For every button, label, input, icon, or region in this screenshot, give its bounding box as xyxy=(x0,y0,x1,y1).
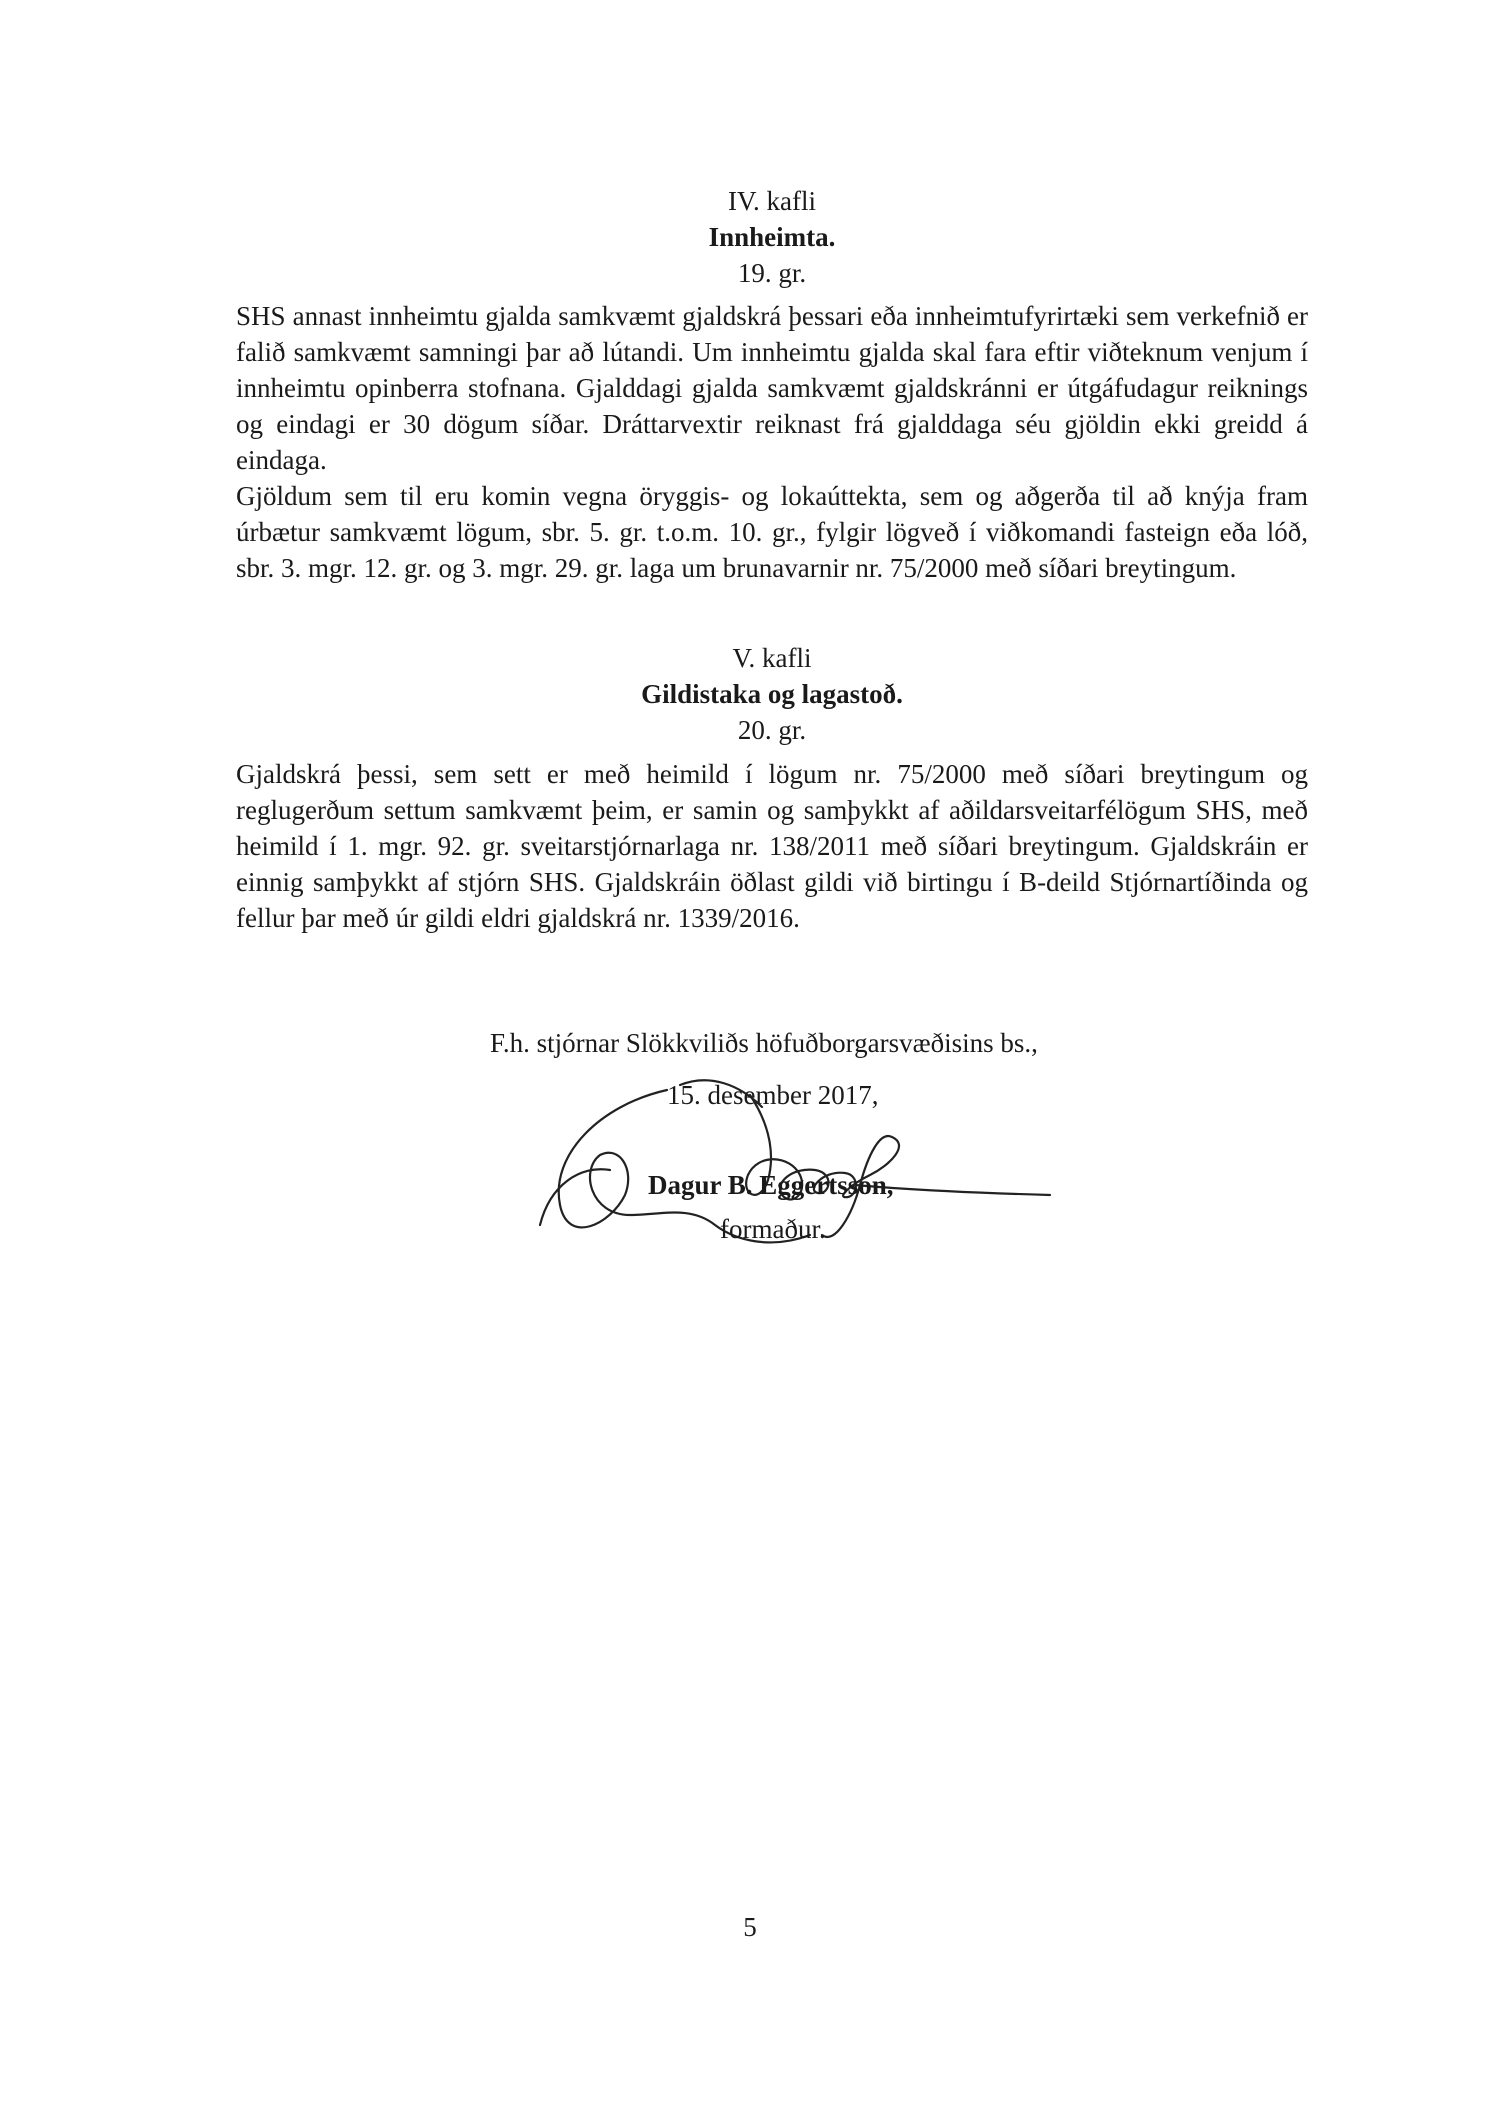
article-20-paragraph: Gjaldskrá þessi, sem sett er með heimild í lögum nr. 75/2000 með síðari breytingum og reglugerðum settum samkvæmt þeim, er samin og samþykkt af aðildarsveitarfélögum SHS, með heimild í 1. mgr. 92. gr. sveitarstjórnarlaga nr. 138/2011 með síðari breytingum. Gjaldskráin er einnig samþykkt af stjórn SHS. Gjaldskráin öðlast gildi við birtingu í B-deild Stjórnartíðinda og fellur þar með úr gildi eldri gjaldskrá nr. 1339/2016. xyxy=(236,759,1308,933)
signatory-name: Dagur B. Eggertsson, xyxy=(648,1170,894,1200)
chapter-4-heading: Innheimta. xyxy=(708,222,836,252)
chapter-5-heading: Gildistaka og lagastoð. xyxy=(641,679,903,709)
article-19-label: 19. gr. xyxy=(737,258,807,288)
page-number: 5 xyxy=(743,1912,757,1942)
chapter-4-label: IV. kafli xyxy=(728,186,816,216)
article-19-paragraph-1: SHS annast innheimtu gjalda samkvæmt gjaldskrá þessari eða innheimtufyrirtæki sem verkefnið er falið samkvæmt samningi þar að lútandi. Um innheimtu gjalda skal fara eftir viðteknum venjum í innheimtu opinberra stofnana. Gjalddagi gjalda samkvæmt gjaldskránni er útgáfudagur reiknings og eindagi er 30 dögum síðar. Dráttarvextir reiknast frá gjalddaga séu gjöldin ekki greidd á eindaga. xyxy=(236,301,1308,475)
article-20-label: 20. gr. xyxy=(737,715,807,745)
signature-date: 15. desember 2017, xyxy=(667,1080,879,1110)
signatory-title: formaður. xyxy=(720,1214,826,1244)
article-19-paragraph-2: Gjöldum sem til eru komin vegna öryggis- og lokaúttekta, sem og aðgerða til að knýja fram úrbætur samkvæmt lögum, sbr. 5. gr. t.o.m. 10. gr., fylgir lögveð í viðkomandi fasteign eða lóð, sbr. 3. mgr. 12. gr. og 3. mgr. 29. gr. laga um brunavarnir nr. 75/2000 með síðari breytingum. xyxy=(236,481,1308,583)
signature-on-behalf: F.h. stjórnar Slökkviliðs höfuðborgarsvæðisins bs., xyxy=(490,1028,1038,1058)
chapter-5-label: V. kafli xyxy=(732,643,812,673)
